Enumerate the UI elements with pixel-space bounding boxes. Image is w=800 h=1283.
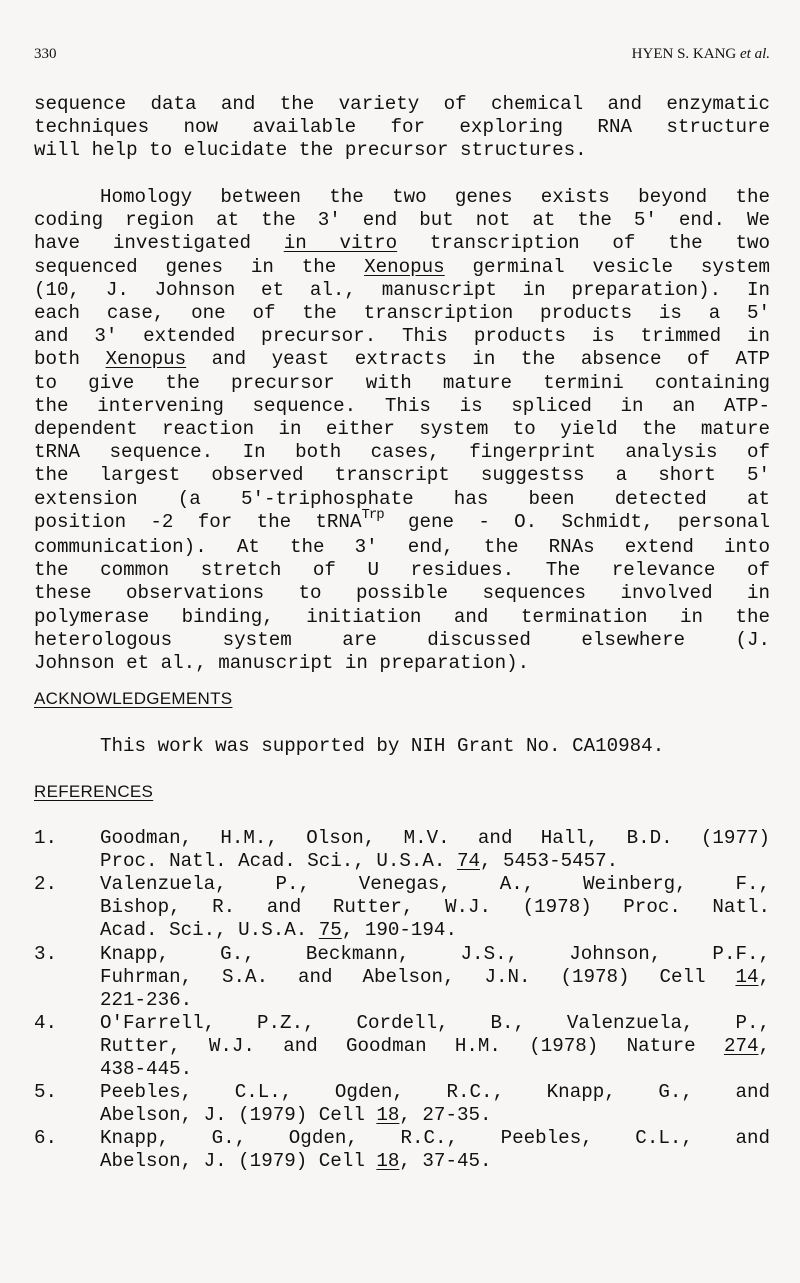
acknowledgements-text (34, 735, 770, 758)
text-span: position -2 for the tRNA (34, 510, 362, 533)
reference-number: 2. (34, 873, 58, 895)
text-line: This work was supported by NIH Grant No. CA10984. (100, 735, 665, 757)
paragraph-homology (34, 186, 770, 675)
italic-term-xenopus: Xenopus (364, 255, 445, 278)
text-span: transcription of the two (397, 232, 770, 255)
text-span: , (758, 1035, 770, 1058)
text-line: Goodman, H.M., Olson, M.V. and Hall, B.D. (1977) (100, 827, 770, 849)
text-line: sequence data and the variety of chemical and enzymatic (34, 93, 770, 115)
reference-body (100, 873, 770, 943)
text-span: both (34, 348, 106, 371)
reference-body (100, 1012, 770, 1082)
volume-number: 75 (318, 919, 342, 942)
text-line: each case, one of the transcription products is a 5' (34, 302, 770, 325)
volume-number: 18 (376, 1104, 400, 1127)
text-span: have investigated (34, 232, 284, 255)
text-line (34, 348, 770, 371)
reference-body (100, 1081, 770, 1127)
text-line (34, 506, 770, 536)
text-line: heterologous system are discussed elsewhere (J. (34, 628, 770, 651)
text-line (100, 1035, 770, 1058)
text-span: sequenced genes in the (34, 255, 365, 278)
text-line: dependent reaction in either system to yield the mature (34, 418, 770, 441)
reference-number: 3. (34, 943, 58, 965)
text-line: Knapp, G., Beckmann, J.S., Johnson, P.F., (100, 943, 770, 965)
text-line: the common stretch of U residues. The relevance of (34, 559, 770, 582)
volume-number: 274 (723, 1035, 759, 1058)
reference-number: 6. (34, 1127, 58, 1149)
text-line (34, 256, 770, 279)
trp-superscript: Trp (361, 506, 384, 523)
text-span: , 5453-5457. (479, 850, 619, 873)
text-line (100, 850, 770, 873)
reference-body (100, 1127, 770, 1173)
text-span: , (758, 966, 770, 989)
text-line: extension (a 5'-triphosphate has been detected at (34, 487, 770, 510)
text-line (34, 232, 770, 255)
text-line: 221-236. (100, 989, 193, 1012)
text-span: , 190-194. (341, 919, 457, 942)
italic-term-in-vitro: in vitro (283, 232, 398, 255)
text-line (100, 1104, 770, 1127)
acknowledgements-heading: ACKNOWLEDGEMENTS (34, 689, 233, 708)
volume-number: 14 (735, 966, 759, 989)
text-span: , 37-45. (399, 1150, 492, 1173)
running-head-author: HYEN S. KANG (631, 46, 737, 62)
running-head-etal: et al. (740, 46, 770, 62)
text-line: (10, J. Johnson et al., manuscript in preparation). In (34, 278, 770, 301)
text-line: communication). At the 3' end, the RNAs extend into (34, 536, 770, 559)
text-span: Fuhrman, S.A. and Abelson, J.N. (1978) Cell (100, 966, 736, 989)
text-span: , 27-35. (399, 1104, 492, 1127)
references-heading: REFERENCES (34, 782, 154, 801)
text-line: will help to elucidate the precursor structures. (34, 139, 587, 162)
text-span: Proc. Natl. Acad. Sci., U.S.A. (100, 850, 457, 873)
text-line: O'Farrell, P.Z., Cordell, B., Valenzuela, P., (100, 1012, 770, 1034)
text-span: gene - O. Schmidt, personal (383, 510, 770, 533)
reference-number: 5. (34, 1081, 58, 1103)
text-line: the intervening sequence. This is spliced in an ATP- (34, 394, 770, 417)
text-span: Acad. Sci., U.S.A. (100, 919, 319, 942)
text-span: Abelson, J. (1979) Cell (100, 1150, 377, 1173)
text-line: Knapp, G., Ogden, R.C., Peebles, C.L., and (100, 1127, 770, 1149)
reference-body (100, 827, 770, 873)
text-span: germinal vesicle system (444, 255, 770, 278)
running-head (632, 46, 770, 63)
text-line: Johnson et al., manuscript in preparation). (34, 652, 530, 675)
page-number: 330 (34, 46, 57, 62)
text-line: the largest observed transcript suggestss a short 5' (34, 464, 770, 487)
text-line: to give the precursor with mature termini containing (34, 371, 770, 394)
text-line: coding region at the 3' end but not at the 5' end. We (34, 209, 770, 232)
paragraph-intro (34, 93, 770, 163)
text-line: and 3' extended precursor. This products is trimmed in (34, 325, 770, 348)
text-line: Homology between the two genes exists beyond the (100, 186, 770, 208)
text-line: these observations to possible sequences involved in (34, 582, 770, 605)
italic-term-xenopus: Xenopus (105, 348, 187, 371)
text-line: tRNA sequence. In both cases, fingerprint analysis of (34, 441, 770, 464)
text-line (100, 966, 770, 989)
reference-number: 1. (34, 827, 58, 849)
text-span: and yeast extracts in the absence of ATP (186, 348, 770, 371)
text-line: polymerase binding, initiation and termination in the (34, 605, 770, 628)
text-line: techniques now available for exploring RNA structure (34, 116, 770, 139)
text-line: Bishop, R. and Rutter, W.J. (1978) Proc. Natl. (100, 896, 770, 919)
text-span: Rutter, W.J. and Goodman H.M. (1978) Nature (100, 1035, 724, 1058)
text-line: Peebles, C.L., Ogden, R.C., Knapp, G., and (100, 1081, 770, 1103)
text-line (100, 919, 770, 942)
volume-number: 74 (456, 850, 480, 873)
text-span: Abelson, J. (1979) Cell (100, 1104, 377, 1127)
reference-body (100, 943, 770, 1013)
reference-number: 4. (34, 1012, 58, 1034)
volume-number: 18 (376, 1150, 400, 1173)
text-line: Valenzuela, P., Venegas, A., Weinberg, F., (100, 873, 770, 895)
text-line (100, 1150, 770, 1173)
text-line: 438-445. (100, 1058, 193, 1081)
